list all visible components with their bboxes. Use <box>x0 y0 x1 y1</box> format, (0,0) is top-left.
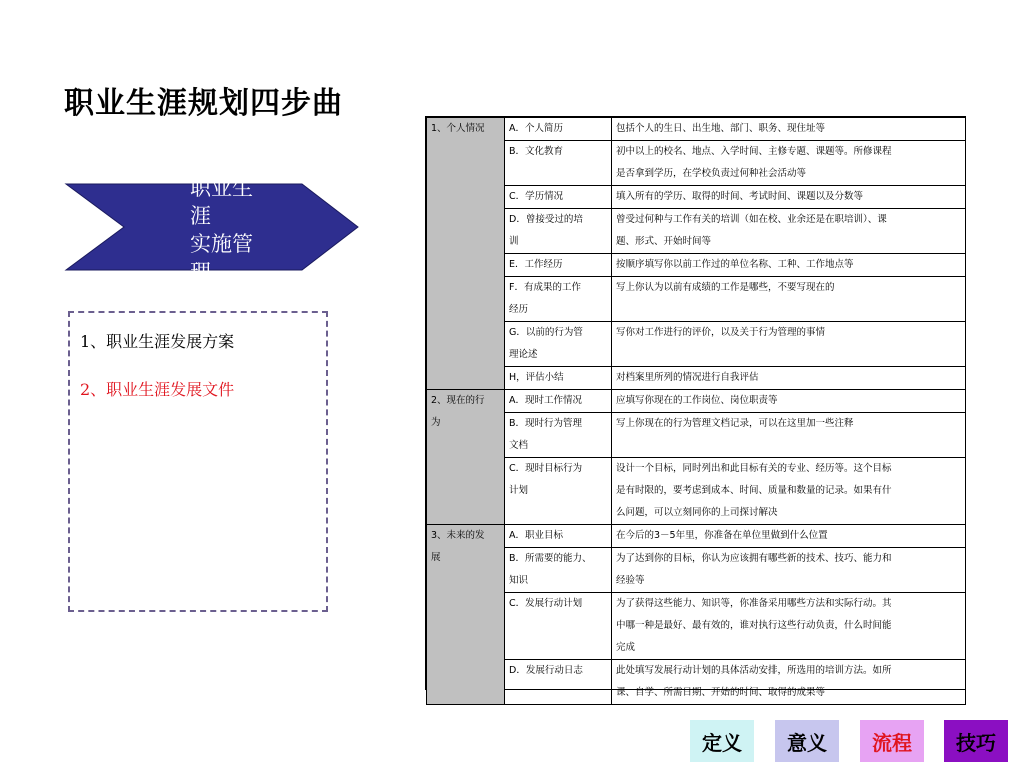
item-line: 理论述 <box>509 349 538 360</box>
description-cell <box>612 390 966 413</box>
table-row <box>427 141 966 186</box>
description-line: 写你对工作进行的评价，以及关于行为管理的事情 <box>616 327 826 338</box>
description-line: 完成 <box>616 642 636 653</box>
description-cell <box>612 525 966 548</box>
item-line: 训 <box>509 236 519 247</box>
arrow-label-line: 职业生 <box>190 176 253 200</box>
description-line: 为了获得这些能力、知识等，你准备采用哪些方法和实际行动。其 <box>616 598 892 609</box>
item-cell <box>505 277 612 322</box>
description-line: 设计一个目标，同时列出和此目标有关的专业、经历等。这个目标 <box>616 463 892 474</box>
topic-item-plan[interactable]: 1、职业生涯发展方案 <box>80 332 235 351</box>
description-line: 包括个人的生日、出生地、部门、职务、现住址等 <box>616 123 826 134</box>
description-line: 在今后的3－5年里，你准备在单位里做到什么位置 <box>616 530 828 541</box>
item-line: 文档 <box>509 440 529 451</box>
description-cell <box>612 209 966 254</box>
description-cell <box>612 322 966 367</box>
item-cell <box>505 390 612 413</box>
item-line: A．职业目标 <box>509 530 563 541</box>
item-cell <box>505 254 612 277</box>
page-title: 职业生涯规划四步曲 <box>64 86 343 121</box>
topic-list-box <box>68 311 328 612</box>
nav-button-process[interactable]: 流程 <box>860 720 924 762</box>
description-line: 是有时限的，要考虑到成本、时间、质量和数量的记录。如果有什 <box>616 485 892 496</box>
item-line: C．发展行动计划 <box>509 598 583 609</box>
nav-button-tips[interactable]: 技巧 <box>944 720 1008 762</box>
description-line: 课、自学、所需日期、开始的时间、取得的成果等 <box>616 687 826 698</box>
category-line: 3、未来的发 <box>431 530 485 541</box>
career-file-table <box>425 116 966 698</box>
item-line: 经历 <box>509 304 529 315</box>
item-line: C．现时目标行为 <box>509 463 583 474</box>
description-line: 么问题，可以立刻同你的上司探讨解决 <box>616 507 778 518</box>
description-cell <box>612 277 966 322</box>
description-line: 经验等 <box>616 575 645 586</box>
item-cell <box>505 458 612 525</box>
description-cell <box>612 413 966 458</box>
item-cell <box>505 186 612 209</box>
description-line: 按顺序填写你以前工作过的单位名称、工种、工作地点等 <box>616 259 854 270</box>
item-line: A．个人简历 <box>509 123 563 134</box>
arrow-label-line: 理 <box>190 260 211 284</box>
item-cell <box>505 118 612 141</box>
topic-item-documents[interactable]: 2、职业生涯发展文件 <box>80 380 235 399</box>
nav-button-meaning[interactable]: 意义 <box>775 720 839 762</box>
description-line: 曾受过何种与工作有关的培训（如在校、业余还是在职培训）、课 <box>616 214 887 225</box>
item-line: 知识 <box>509 575 529 586</box>
item-line: B．现时行为管理 <box>509 418 583 429</box>
category-line: 1、个人情况 <box>431 123 485 134</box>
item-cell <box>505 525 612 548</box>
description-cell <box>612 593 966 660</box>
description-cell <box>612 118 966 141</box>
description-line: 对档案里所列的情况进行自我评估 <box>616 372 759 383</box>
table-row <box>427 118 966 141</box>
nav-button-definition[interactable]: 定义 <box>690 720 754 762</box>
description-line: 写上你现在的行为管理文档记录，可以在这里加一些注释 <box>616 418 854 429</box>
description-line: 填入所有的学历、取得的时间、考试时间、课题以及分数等 <box>616 191 864 202</box>
category-line: 为 <box>431 417 441 428</box>
table-row <box>427 322 966 367</box>
item-line: A．现时工作情况 <box>509 395 582 406</box>
table-row <box>427 525 966 548</box>
table-row <box>427 548 966 593</box>
item-cell <box>505 367 612 390</box>
description-line: 写上你认为以前有成绩的工作是哪些，不要写现在的 <box>616 282 835 293</box>
table-row <box>427 209 966 254</box>
description-cell <box>612 254 966 277</box>
description-cell <box>612 548 966 593</box>
item-cell <box>505 209 612 254</box>
arrow-label <box>190 176 280 284</box>
description-cell <box>612 141 966 186</box>
item-line: B．所需要的能力、 <box>509 553 592 564</box>
description-cell <box>612 367 966 390</box>
table-row <box>427 660 966 705</box>
description-line: 应填写你现在的工作岗位、岗位职责等 <box>616 395 778 406</box>
table-row <box>427 593 966 660</box>
category-line: 2、现在的行 <box>431 395 485 406</box>
item-cell <box>505 141 612 186</box>
item-line: F．有成果的工作 <box>509 282 581 293</box>
description-line: 为了达到你的目标，你认为应该拥有哪些新的技术、技巧、能力和 <box>616 553 892 564</box>
item-line: E．工作经历 <box>509 259 563 270</box>
item-cell <box>505 413 612 458</box>
table-row <box>427 186 966 209</box>
item-line: D．发展行动日志 <box>509 665 583 676</box>
section-category-cell <box>427 118 505 390</box>
description-line: 题、形式、开始时间等 <box>616 236 712 247</box>
table-row <box>427 277 966 322</box>
career-table <box>426 117 966 705</box>
description-line: 中哪一种是最好、最有效的，谁对执行这些行动负责，什么时间能 <box>616 620 892 631</box>
table-row <box>427 390 966 413</box>
arrow-label-line: 涯 <box>190 204 211 228</box>
description-cell <box>612 660 966 705</box>
item-cell <box>505 660 612 705</box>
item-line: H，评估小结 <box>509 372 564 383</box>
description-line: 此处填写发展行动计划的具体活动安排，所选用的培训方法。如所 <box>616 665 892 676</box>
section-category-cell <box>427 390 505 525</box>
table-row <box>427 413 966 458</box>
arrow-label-line: 实施管 <box>190 232 253 256</box>
item-line: B．文化教育 <box>509 146 564 157</box>
item-line: 计划 <box>509 485 529 496</box>
description-cell <box>612 186 966 209</box>
section-category-cell <box>427 525 505 705</box>
table-row <box>427 458 966 525</box>
description-cell <box>612 458 966 525</box>
item-line: C．学历情况 <box>509 191 564 202</box>
item-line: G．以前的行为管 <box>509 327 583 338</box>
description-line: 是否拿到学历，在学校负责过何种社会活动等 <box>616 168 807 179</box>
item-cell <box>505 548 612 593</box>
item-cell <box>505 593 612 660</box>
item-line: D．曾接受过的培 <box>509 214 583 225</box>
table-row <box>427 254 966 277</box>
description-line: 初中以上的校名、地点、入学时间、主修专题、课题等。所修课程 <box>616 146 892 157</box>
item-cell <box>505 322 612 367</box>
table-row <box>427 367 966 390</box>
category-line: 展 <box>431 552 441 563</box>
